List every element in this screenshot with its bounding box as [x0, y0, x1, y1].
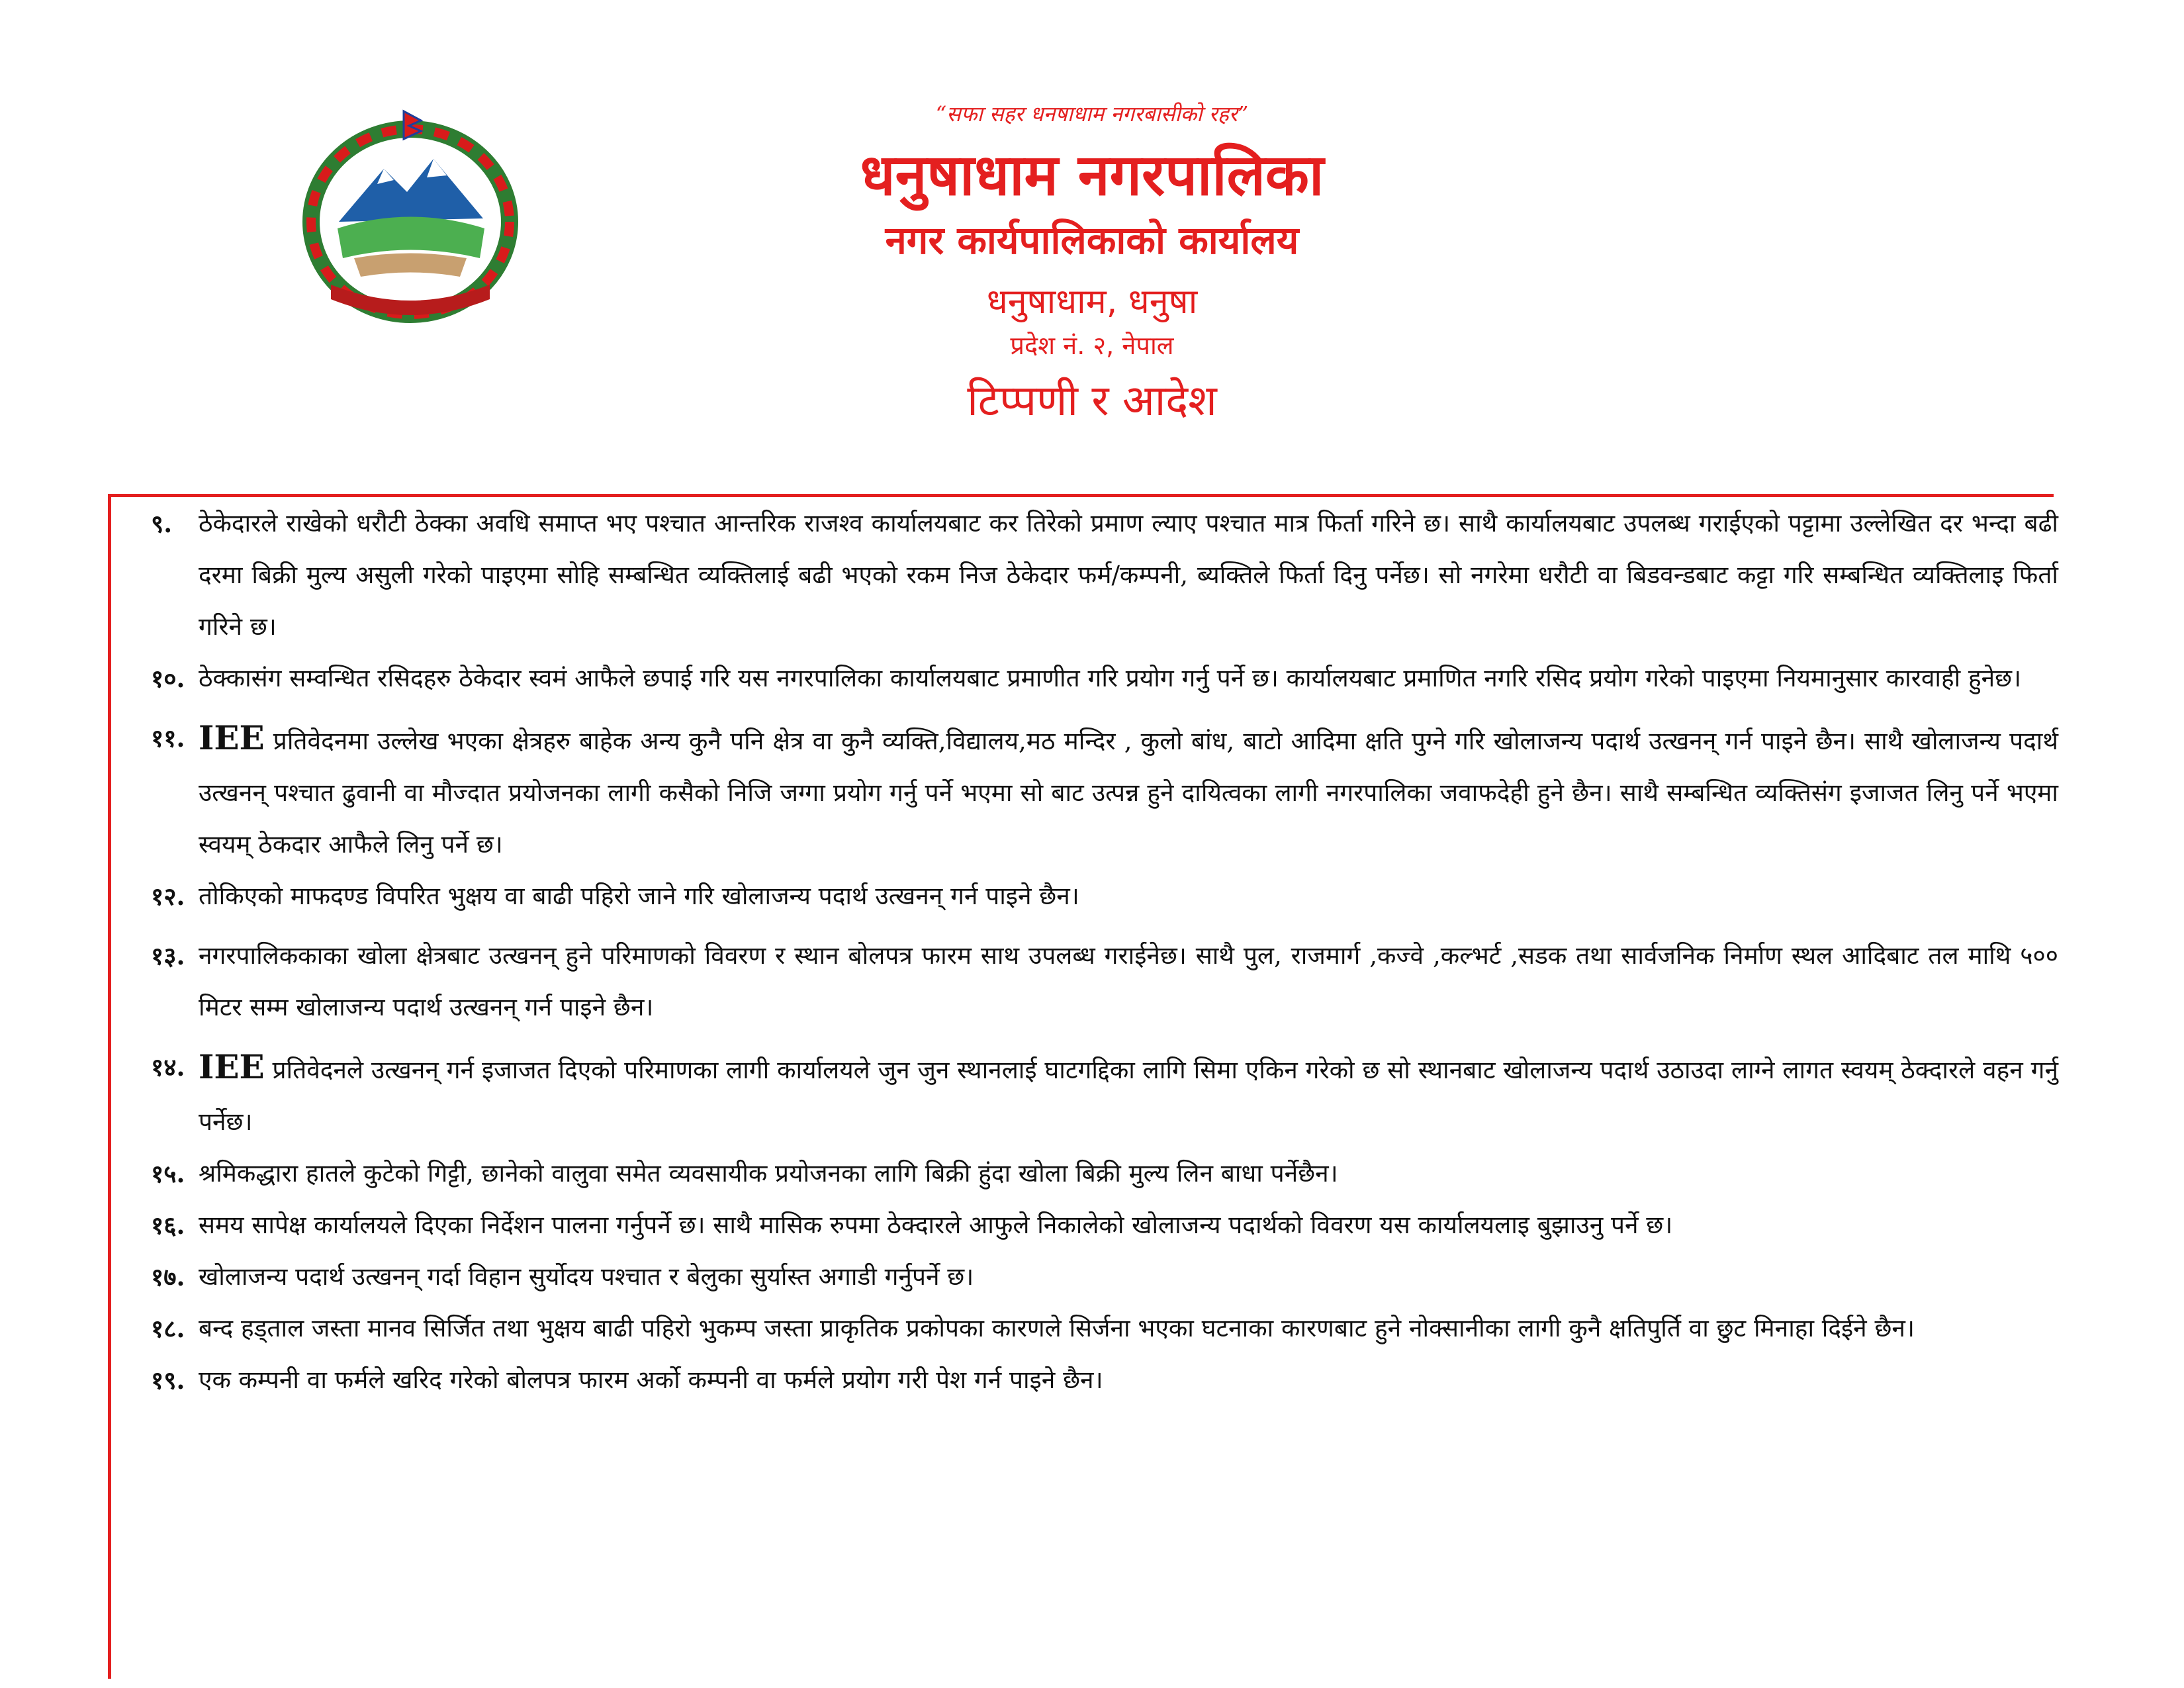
document-title: टिप्पणी र आदेश	[967, 377, 1217, 426]
clause-15	[151, 1148, 2058, 1199]
clause-text: प्रतिवेदनले उत्खनन् गर्न इजाजत दिएको परिमाणका लागी कार्यालयले जुन जुन स्थानलाई घाटगद्दिका लागि सिमा एकिन गरेको छ सो स्थानबाट खोलाजन्य पदार्थ उठाउदा लाग्ने लागत स्वयम् ठेक्दारले वहन गर्नु पर्नेछ।	[199, 1056, 2058, 1136]
clause-text: नगरपालिककाका खोला क्षेत्रबाट उत्खनन् हुने परिमाणको विवरण र स्थान बोलपत्र फारम साथ उपलब्ध गराईनेछ। साथै पुल, राजमार्ग ,कज्वे ,कल्भर्ट ,सडक तथा सार्वजनिक निर्माण स्थल आदिबाट तल माथि ५०० मिटर सम्म खोलाजन्य पदार्थ उत्खनन् गर्न पाइने छैन।	[199, 941, 2058, 1021]
clause-number: १९.	[151, 1366, 185, 1395]
clause-13	[151, 930, 2058, 1033]
clause-text: ठेक्कासंग सम्वन्धित रसिदहरु ठेकेदार स्वमं आफैले छपाई गरि यस नगरपालिका कार्यालयबाट प्रमाणीत गरि प्रयोग गर्नु पर्ने छ। कार्यालयबाट प्रमाणित नगरि रसिद प्रयोग गरेको पाइएमा नियमानुसार कारवाही हुनेछ।	[199, 664, 2022, 692]
clause-12	[151, 870, 2058, 922]
clause-text: तोकिएको माफदण्ड विपरित भुक्षय वा बाढी पहिरो जाने गरि खोलाजन्य पदार्थ उत्खनन् गर्न पाइने छैन।	[199, 882, 1079, 910]
clause-text: श्रमिकद्धारा हातले कुटेको गिट्टी, छानेको वालुवा समेत व्यवसायीक प्रयोजनका लागि बिक्री हुंदा खोला बिक्री मुल्य लिन बाधा पर्नेछैन।	[199, 1159, 1338, 1188]
clause-11	[151, 712, 2058, 870]
clause-number: १५.	[151, 1159, 185, 1188]
clause-text: खोलाजन्य पदार्थ उत्खनन् गर्दा विहान सुर्योदय पश्चात र बेलुका सुर्यास्त अगाडी गर्नुपर्ने छ।	[199, 1262, 974, 1291]
clause-17	[151, 1251, 2058, 1303]
clause-text: बन्द हड्ताल जस्ता मानव सिर्जित तथा भुक्षय बाढी पहिरो भुकम्प जस्ता प्राकृतिक प्रकोपका कारणले सिर्जना भएका घटनाका कारणबाट हुने नोक्सानीका लागी कुनै क्षतिपुर्ति वा छुट मिनाहा दिईने छैन।	[199, 1314, 1915, 1342]
clause-number: १६.	[151, 1211, 185, 1240]
left-margin-line	[108, 494, 111, 1679]
clause-10	[151, 653, 2058, 704]
clause-number: १२.	[151, 882, 185, 911]
clause-19	[151, 1354, 2058, 1406]
top-divider	[108, 494, 2054, 497]
nepal-government-emblem-icon	[291, 106, 529, 324]
clause-number: १४.	[151, 1053, 185, 1082]
province: प्रदेश नं. २, नेपाल	[1010, 331, 1174, 360]
iee-abbreviation: IEE	[199, 718, 265, 757]
letterhead	[596, 99, 1588, 433]
clause-text: प्रतिवेदनमा उल्लेख भएका क्षेत्रहरु बाहेक अन्य कुनै पनि क्षेत्र वा कुनै व्यक्ति,विद्यालय,मठ मन्दिर , कुलो बांध, बाटो आदिमा क्षति पुग्ने गरि खोलाजन्य पदार्थ उत्खनन् गर्न पाइने छैन। साथै खोलाजन्य पदार्थ उत्खनन् पश्चात ढुवानी वा मौज्दात प्रयोजनका लागी कसैको निजि जग्गा प्रयोग गर्नु पर्ने भएमा सो बाट उत्पन्न हुने दायित्वका लागी नगरपालिका जवाफदेही हुने छैन। साथै सम्बन्धित व्यक्तिसंग इजाजत लिनु पर्ने भएमा स्वयम् ठेकदार आफैले लिनु पर्ने छ।	[199, 727, 2058, 859]
slogan: “सफा सहर धनषाधाम नगरबासीको रहर”	[935, 101, 1249, 126]
clause-number: १७.	[151, 1262, 185, 1291]
clause-9	[151, 498, 2058, 653]
clause-18	[151, 1303, 2058, 1354]
clause-text: ठेकेदारले राखेको धरौटी ठेक्का अवधि समाप्त भए पश्चात आन्तरिक राजश्व कार्यालयबाट कर तिरेको प्रमाण ल्याए पश्चात मात्र फिर्ता गरिने छ। साथै कार्यालयबाट उपलब्ध गराईएको पट्टामा उल्लेखित दर भन्दा बढी दरमा बिक्री मुल्य असुली गरेको पाइएमा सोहि सम्बन्धित व्यक्तिलाई बढी भएको रकम निज ठेकेदार फर्म/कम्पनी, ब्यक्तिले फिर्ता दिनु पर्नेछ। सो नगरेमा धरौटी वा बिडवन्डबाट कट्टा गरि सम्बन्धित व्यक्तिलाइ फिर्ता गरिने छ।	[199, 509, 2058, 641]
location: धनुषाधाम, धनुषा	[986, 282, 1198, 322]
clause-text: एक कम्पनी वा फर्मले खरिद गरेको बोलपत्र फारम अर्को कम्पनी वा फर्मले प्रयोग गरी पेश गर्न पाइने छैन।	[199, 1366, 1103, 1394]
clause-number: १०.	[151, 664, 185, 693]
clause-14	[151, 1041, 2058, 1148]
clause-number: ११.	[151, 724, 185, 753]
clause-number: १८.	[151, 1314, 185, 1343]
iee-abbreviation: IEE	[199, 1047, 265, 1086]
clause-number: ९.	[151, 509, 173, 538]
clause-text: समय सापेक्ष कार्यालयले दिएका निर्देशन पालना गर्नुपर्ने छ। साथै मासिक रुपमा ठेक्दारले आफुले निकालेको खोलाजन्य पदार्थको विवरण यस कार्यालयलाइ बुझाउनु पर्ने छ।	[199, 1211, 1673, 1239]
clause-number: १३.	[151, 941, 185, 970]
clause-16	[151, 1199, 2058, 1251]
office-name: नगर कार्यपालिकाको कार्यालय	[885, 218, 1299, 263]
municipality-name: धनुषाधाम नगरपालिका	[860, 142, 1324, 209]
clause-list	[151, 498, 2058, 1406]
